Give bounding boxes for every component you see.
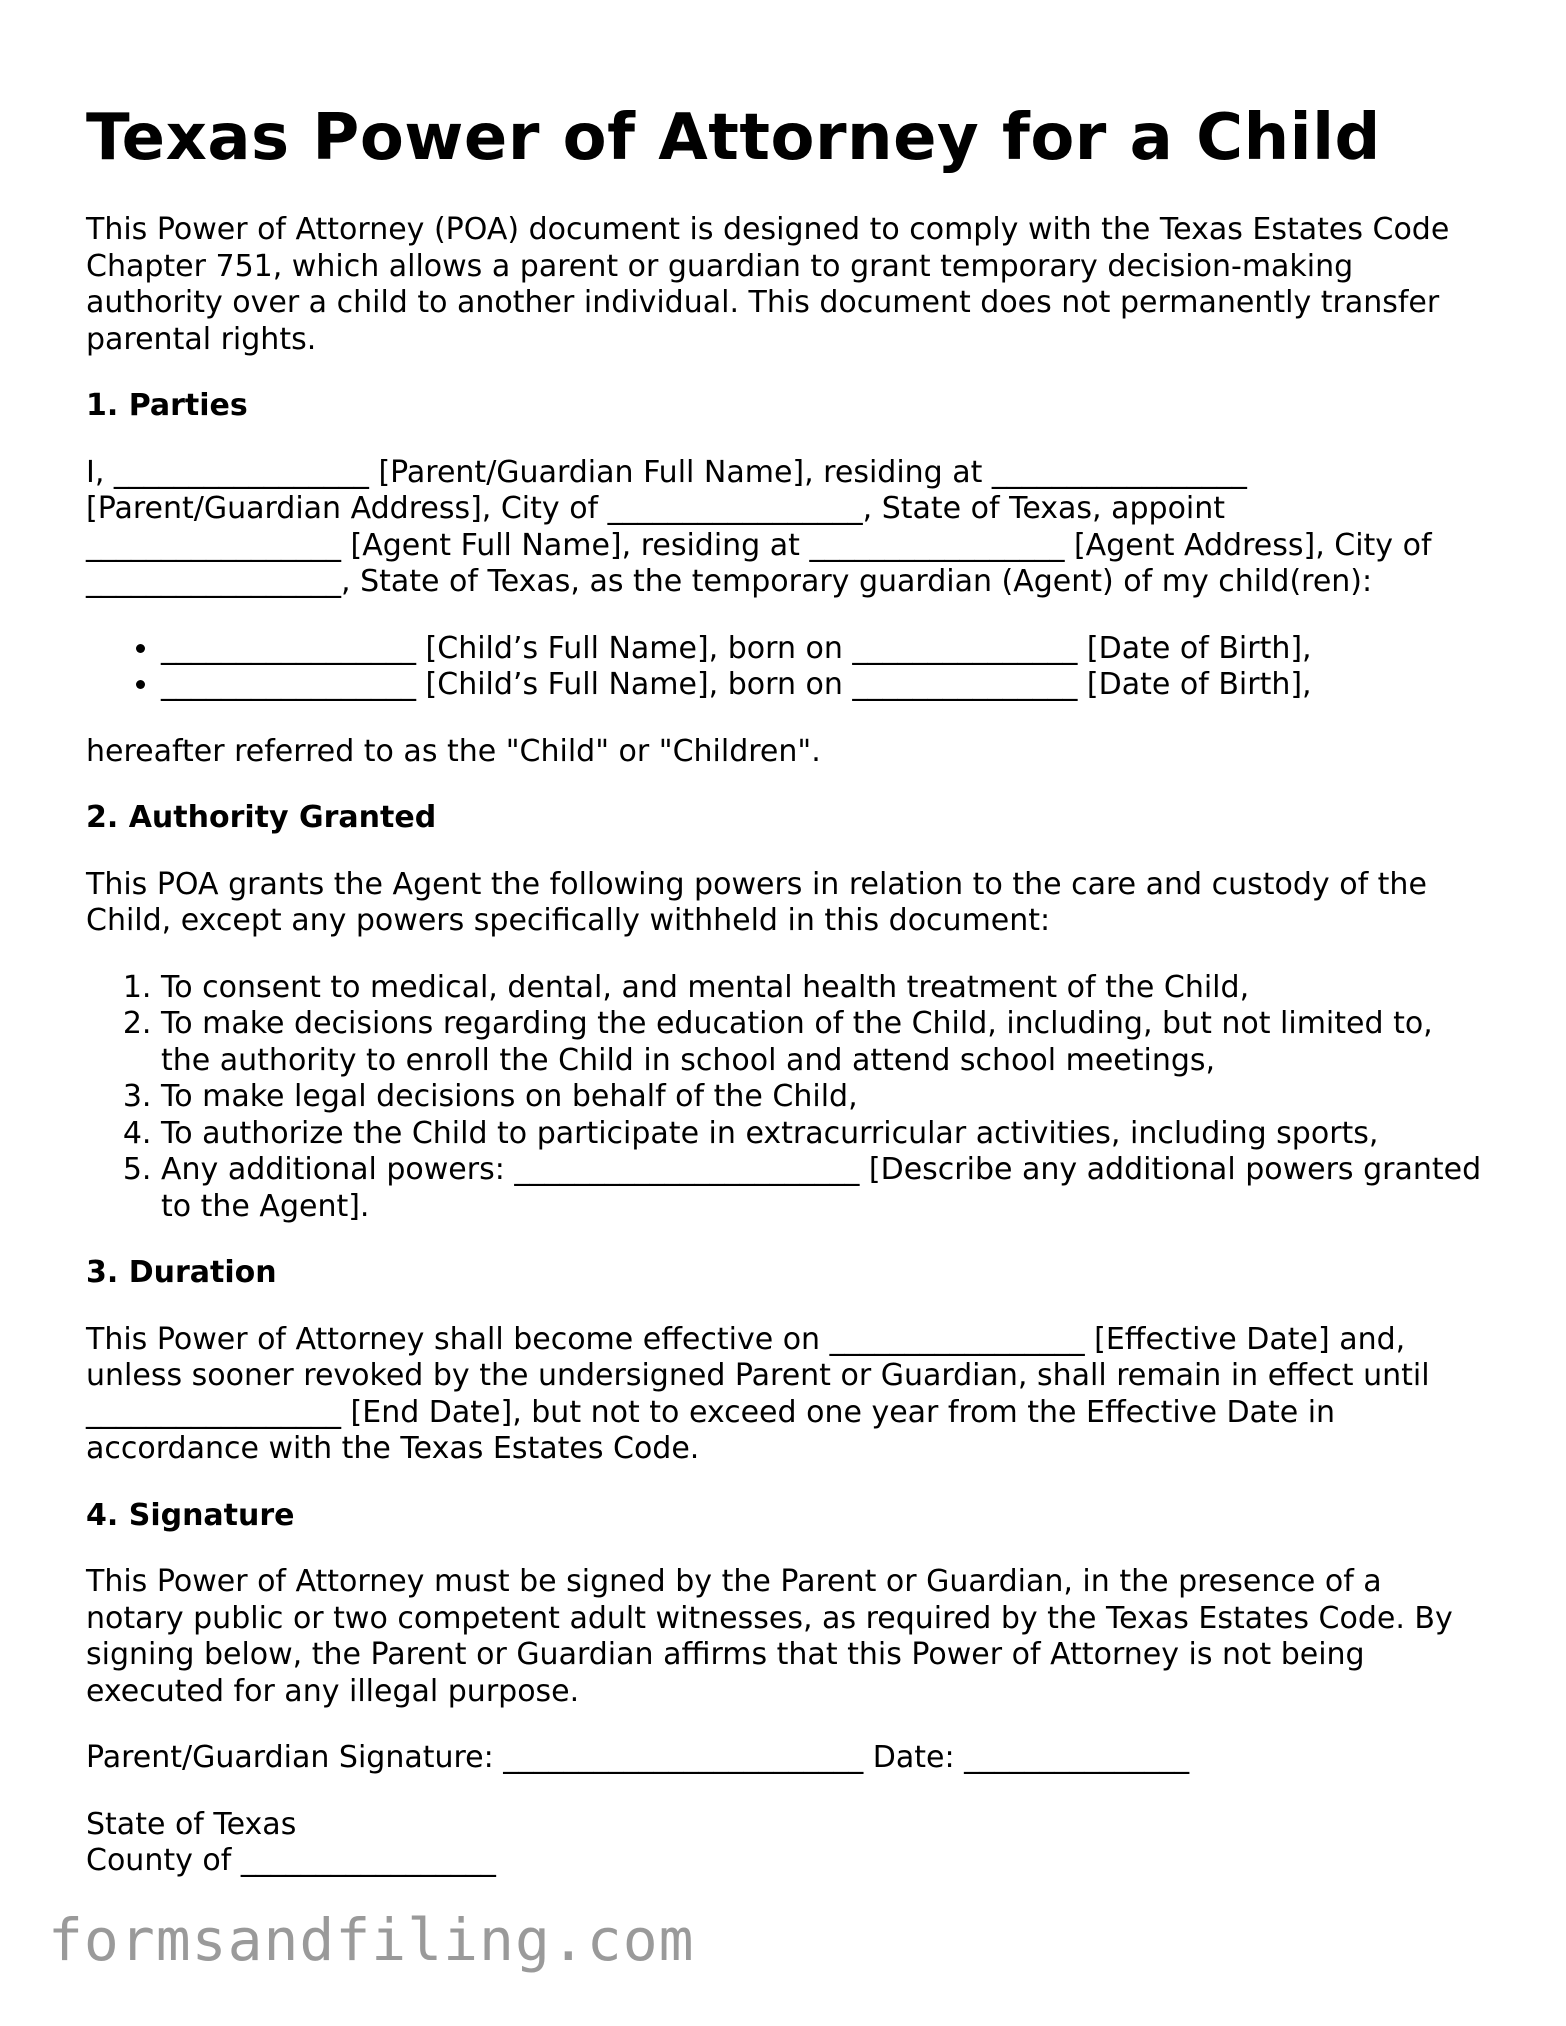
section-authority-heading: 2. Authority Granted — [86, 800, 437, 835]
watermark: formsandfiling.com — [48, 1906, 695, 1974]
child-item: • _________________ [Child’s Full Name], born on _______________ [Date of Birth], — [161, 631, 1486, 668]
section-duration-heading: 3. Duration — [86, 1255, 277, 1290]
signature-paragraph: This Power of Attorney must be signed by the Parent or Guardian, in the presence of a notary public or two competent adult witnesses, as required by the Texas Estates Code. By signing below, the Parent or Guardian affirms that this Power of Attorney is not being executed for any illegal purpose. — [86, 1564, 1453, 1709]
county-line: County of _________________ — [86, 1843, 496, 1878]
state-line: State of Texas — [86, 1806, 297, 1842]
duration-paragraph: This Power of Attorney shall become effective on _________________ [Effective Date] and, unless sooner revoked by the undersigned Parent or Guardian, shall remain in effect until _________________ [End Date], but not to exceed one year from the Effective Date in accordance with the Texas Estates Code. — [86, 1321, 1430, 1466]
authority-paragraph: This POA grants the Agent the following powers in relation to the care and custody of the Child, except any powers specifically withheld in this document: — [86, 866, 1427, 938]
document-title: Texas Power of Attorney for a Child — [86, 101, 1381, 175]
power-item: 1. To consent to medical, dental, and mental health treatment of the Child, — [161, 970, 1486, 1007]
section-parties-heading: 1. Parties — [86, 388, 248, 423]
powers-list — [86, 970, 1486, 1226]
power-item: 5. Any additional powers: _______________________ [Describe any additional powers granted to the Agent]. — [161, 1152, 1486, 1225]
section-signature-heading: 4. Signature — [86, 1497, 295, 1533]
children-list — [86, 631, 1486, 704]
power-item: 4. To authorize the Child to participate in extracurricular activities, including sports, — [161, 1116, 1486, 1153]
parties-paragraph: I, _________________ [Parent/Guardian Full Name], residing at _________________ [Parent/Guardian Address], City of _________________, State of Texas, appoint _________________ [Agent Full Name], residing at _________________ [Agent Address], City of _________________, State of Texas, as the temporary guardian (Agent) of my child(ren): — [86, 454, 1432, 599]
power-item: 3. To make legal decisions on behalf of the Child, — [161, 1079, 1486, 1116]
signature-line: Parent/Guardian Signature: ________________________ Date: _______________ — [86, 1740, 1190, 1775]
intro-paragraph: This Power of Attorney (POA) document is designed to comply with the Texas Estates Code Chapter 751, which allows a parent or guardian to grant temporary decision-making authority over a child to another individual. This document does not permanently transfer parental rights. — [86, 212, 1450, 357]
parties-closing: hereafter referred to as the "Child" or "Children". — [86, 733, 821, 769]
document-page — [86, 100, 1486, 1880]
power-item: 2. To make decisions regarding the education of the Child, including, but not limited to, the authority to enroll the Child in school and attend school meetings, — [161, 1006, 1486, 1079]
child-item: • _________________ [Child’s Full Name], born on _______________ [Date of Birth], — [161, 667, 1486, 704]
